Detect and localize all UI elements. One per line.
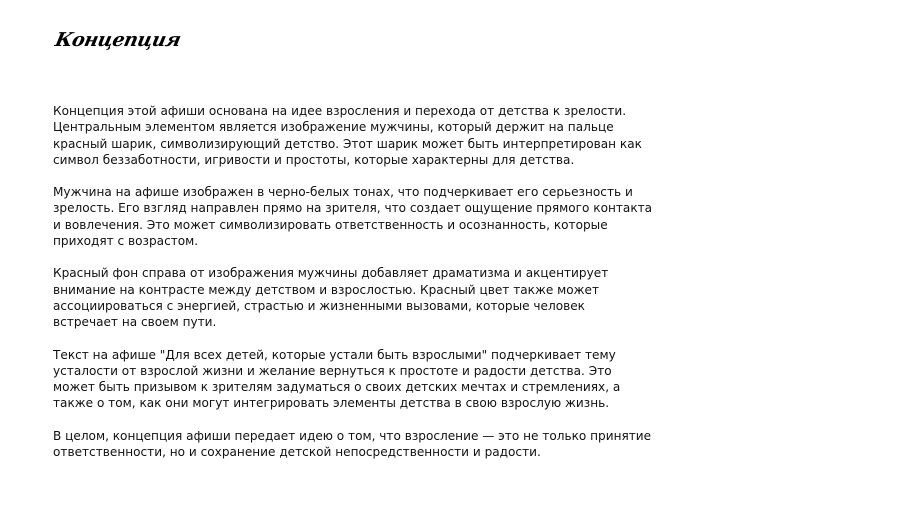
slide-body [53, 103, 653, 476]
paragraph-1: Концепция этой афиши основана на идее взросления и перехода от детства к зрелости. Центральным элементом является изображение мужчины, который держит на пальце красный шарик, символизирующий детство. Этот шарик может быть интерпретирован как символ беззаботности, игривости и простоты, которые характерны для детства. [53, 104, 642, 167]
paragraph-2: Мужчина на афише изображен в черно-белых тонах, что подчеркивает его серьезность и зрелость. Его взгляд направлен прямо на зрителя, что создает ощущение прямого контакта и вовлечения. Это может символизировать ответственность и осознанность, которые приходят с возрастом. [53, 185, 653, 249]
paragraph-4: Текст на афише "Для всех детей, которые устали быть взрослыми" подчеркивает тему усталости от взрослой жизни и желание вернуться к простоте и радости детства. Это может быть призывом к зрителям задуматься о своих детских мечтах и стремлениях, а также о том, как они могут интегрировать элементы детства в свою взрослую жизнь. [53, 347, 621, 411]
paragraph-3: Красный фон справа от изображения мужчины добавляет драматизма и акцентирует внимание на контрасте между детством и взрослостью. Красный цвет также может ассоциироваться с энергией, страстью и жизненными вызовами, которые человек встречает на своем пути. [53, 266, 609, 330]
slide-title: Концепция [53, 29, 183, 51]
paragraph-5: В целом, концепция афиши передает идею о том, что взросление — это не только принятие ответственности, но и сохранение детской непосредственности и радости. [53, 428, 652, 460]
